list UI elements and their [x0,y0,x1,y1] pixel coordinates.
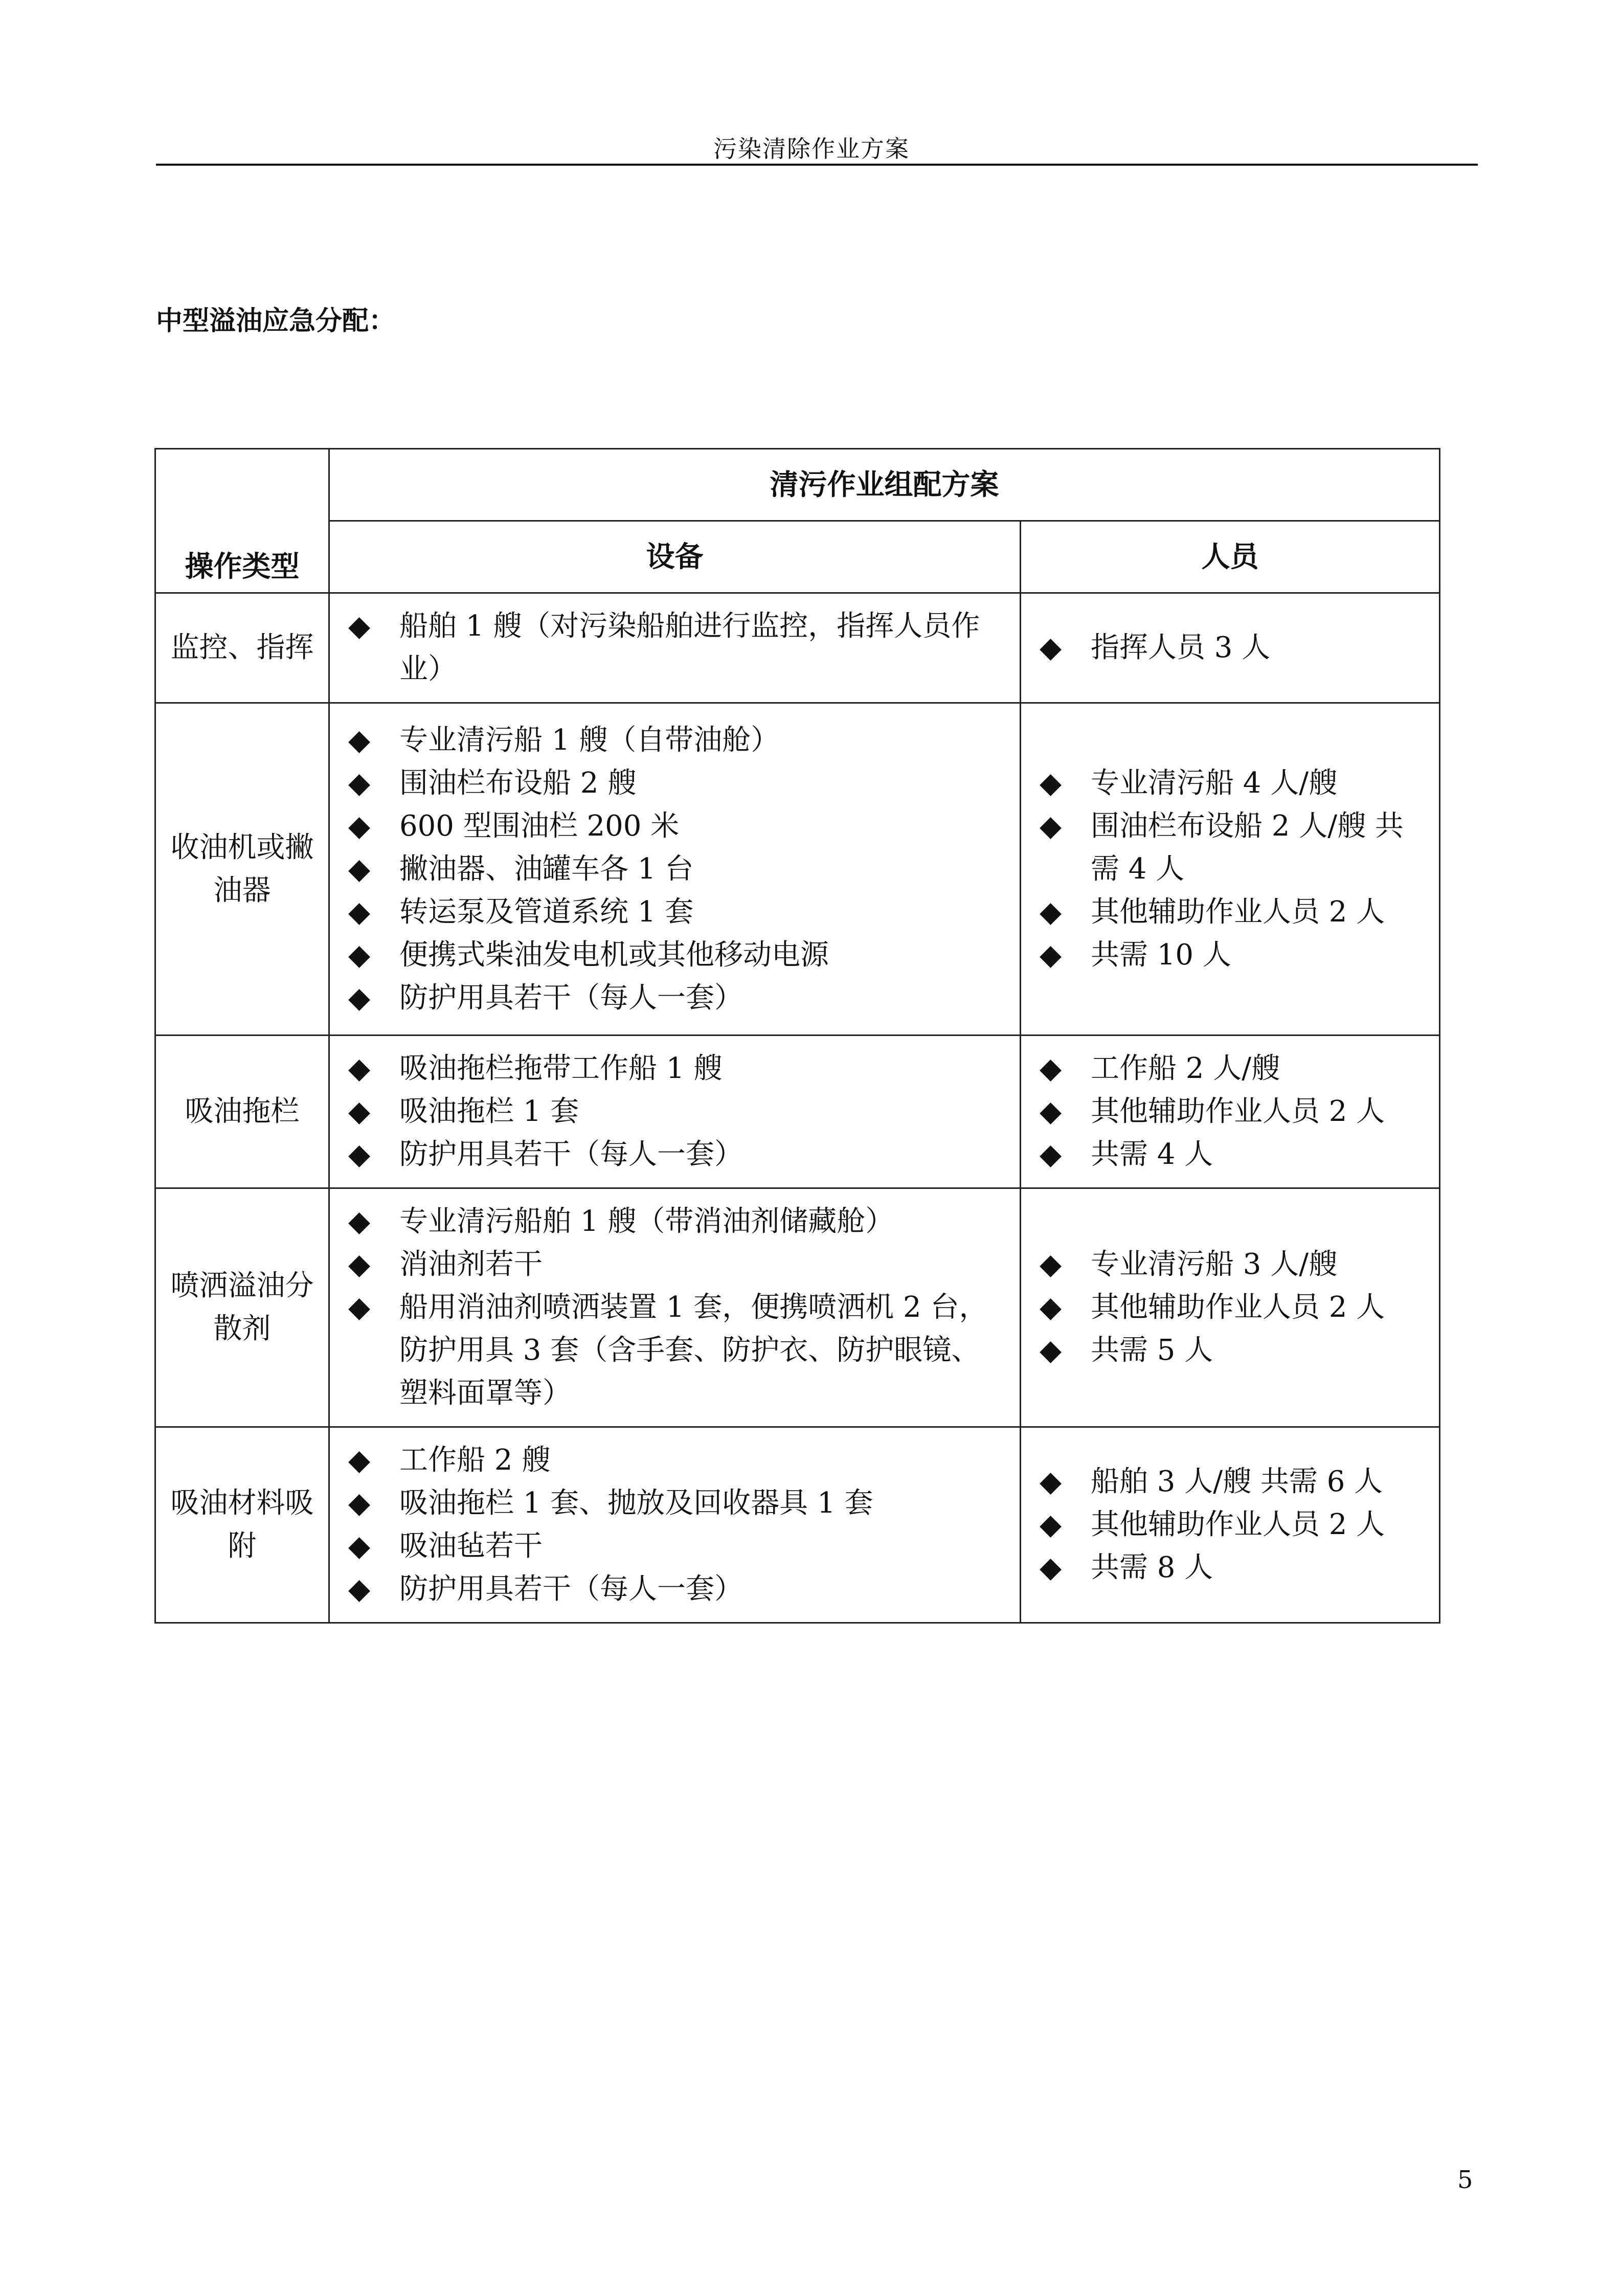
table-header-row-1 [155,449,1440,521]
staff-item: ◆ 共需 8 人 [1040,1546,1427,1589]
staff-item: ◆ 指挥人员 3 人 [1040,626,1427,669]
staff-cell [1021,593,1440,703]
staff-item: ◆ 共需 4 人 [1040,1133,1427,1176]
table-row [155,1188,1440,1427]
operation-type-cell: 喷洒溢油分散剂 [155,1188,329,1427]
header-rule [156,164,1478,166]
equipment-item: ◆ 工作船 2 艘 [348,1439,1007,1482]
equipment-item: ◆ 撇油器、油罐车各 1 台 [348,848,1007,891]
operation-type-cell: 收油机或撇油器 [155,703,329,1036]
table-row [155,703,1440,1036]
staff-item: ◆ 其他辅助作业人员 2 人 [1040,1090,1427,1133]
equipment-item: ◆ 转运泵及管道系统 1 套 [348,891,1007,934]
equipment-list [330,594,1020,702]
staff-cell [1021,703,1440,1036]
staff-item: ◆ 其他辅助作业人员 2 人 [1040,1286,1427,1329]
col-header-staff: 人员 [1021,521,1440,593]
equipment-cell [329,1036,1021,1188]
staff-item: ◆ 专业清污船 4 人/艘 [1040,762,1427,805]
equipment-item: ◆ 吸油拖栏 1 套、抛放及回收器具 1 套 [348,1482,1007,1525]
staff-list [1021,615,1439,681]
section-title: 中型溢油应急分配： [156,305,396,336]
equipment-item: ◆ 吸油拖栏拖带工作船 1 艘 [348,1047,1007,1090]
running-header: 污染清除作业方案 [713,135,910,163]
staff-item: ◆ 共需 10 人 [1040,934,1427,977]
staff-item: ◆ 围油栏布设船 2 人/艘 共需 4 人 [1040,805,1427,891]
equipment-item: ◆ 吸油拖栏 1 套 [348,1090,1007,1133]
operation-type-cell: 吸油材料吸附 [155,1427,329,1623]
equipment-list [330,708,1020,1031]
equipment-list [330,1428,1020,1622]
staff-item: ◆ 其他辅助作业人员 2 人 [1040,1503,1427,1546]
equipment-item: ◆ 600 型围油栏 200 米 [348,805,1007,848]
staff-item: ◆ 专业清污船 3 人/艘 [1040,1243,1427,1286]
plan-table [154,448,1440,1624]
operation-type-cell: 监控、指挥 [155,593,329,703]
equipment-item: ◆ 防护用具若干（每人一套） [348,1568,1007,1611]
table-header-row-2 [155,521,1440,593]
table-row [155,1427,1440,1623]
staff-cell [1021,1036,1440,1188]
staff-cell [1021,1427,1440,1623]
equipment-cell [329,593,1021,703]
equipment-item: ◆ 专业清污船舶 1 艘（带消油剂储藏舱） [348,1200,1007,1243]
equipment-item: ◆ 防护用具若干（每人一套） [348,977,1007,1020]
equipment-list [330,1189,1020,1426]
staff-item: ◆ 共需 5 人 [1040,1329,1427,1372]
equipment-item: ◆ 防护用具若干（每人一套） [348,1133,1007,1176]
equipment-cell [329,703,1021,1036]
equipment-list [330,1036,1020,1187]
page-number: 5 [1457,2166,1473,2194]
staff-list [1021,1449,1439,1601]
equipment-item: ◆ 消油剂若干 [348,1243,1007,1286]
col-header-type: 操作类型 [155,449,329,593]
table-row [155,1036,1440,1188]
staff-item: ◆ 船舶 3 人/艘 共需 6 人 [1040,1460,1427,1503]
equipment-item: ◆ 船舶 1 艘（对污染船舶进行监控，指挥人员作业） [348,605,1007,691]
equipment-item: ◆ 便携式柴油发电机或其他移动电源 [348,934,1007,977]
equipment-item: ◆ 围油栏布设船 2 艘 [348,762,1007,805]
equipment-item: ◆ 吸油毡若干 [348,1525,1007,1568]
staff-item: ◆ 工作船 2 人/艘 [1040,1047,1427,1090]
col-header-equipment: 设备 [329,521,1021,593]
equipment-item: ◆ 专业清污船 1 艘（自带油舱） [348,719,1007,762]
staff-list [1021,1036,1439,1187]
staff-list [1021,751,1439,988]
equipment-cell [329,1188,1021,1427]
staff-item: ◆ 其他辅助作业人员 2 人 [1040,891,1427,934]
equipment-item: ◆ 船用消油剂喷洒装置 1 套，便携喷洒机 2 台，防护用具 3 套（含手套、防护衣、防护眼镜、塑料面罩等） [348,1286,1007,1415]
equipment-cell [329,1427,1021,1623]
staff-list [1021,1232,1439,1383]
staff-cell [1021,1188,1440,1427]
col-header-plan: 清污作业组配方案 [329,449,1440,521]
operation-type-cell: 吸油拖栏 [155,1036,329,1188]
table-row [155,593,1440,703]
